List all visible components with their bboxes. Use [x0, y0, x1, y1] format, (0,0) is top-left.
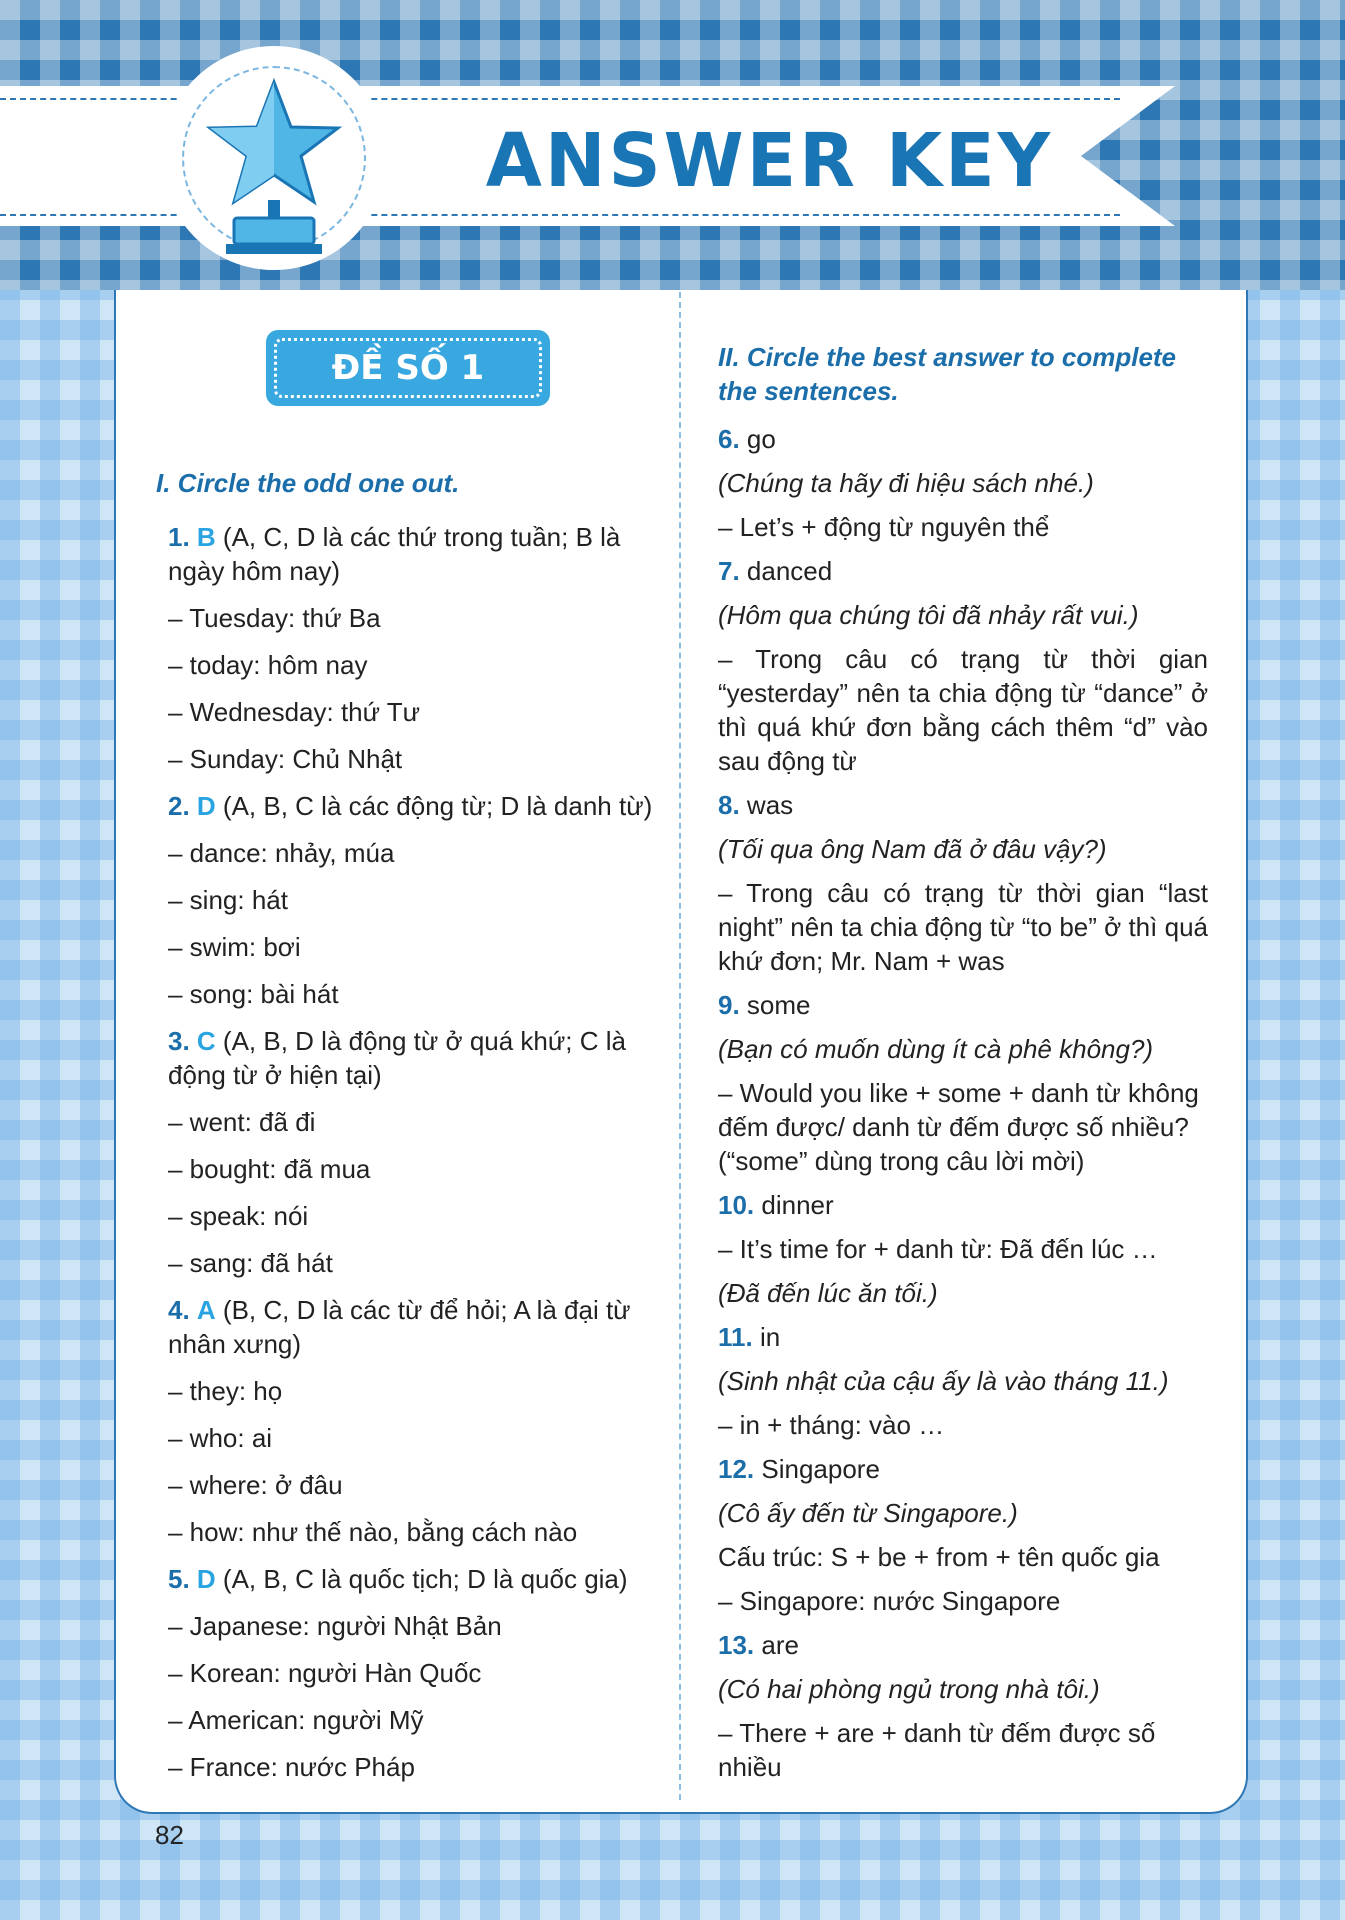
vocab-line: – Sunday: Chủ Nhật — [168, 744, 403, 774]
answer-word: danced — [739, 556, 833, 586]
vocab-line: – where: ở đâu — [168, 1470, 343, 1500]
answer-letter: D — [196, 791, 216, 821]
page-number: 82 — [155, 1820, 184, 1850]
answer-number: 5. — [168, 1564, 190, 1594]
answer-item — [718, 988, 1208, 1022]
answer-number: 9. — [718, 990, 740, 1020]
answer-letter: D — [196, 1564, 216, 1594]
translation: (Đã đến lúc ăn tối.) — [718, 1278, 938, 1308]
vocab-line: – Korean: người Hàn Quốc — [168, 1658, 482, 1688]
vocab-line: – who: ai — [168, 1423, 273, 1453]
answer-item — [718, 554, 1208, 588]
translation: (Bạn có muốn dùng ít cà phê không?) — [718, 1034, 1154, 1064]
test-number-tag — [266, 330, 550, 406]
answer-number: 4. — [168, 1295, 190, 1325]
answer-number: 8. — [718, 790, 740, 820]
answer-explanation: (A, B, C là quốc tịch; D là quốc gia) — [215, 1564, 628, 1594]
vocab-line: – Tuesday: thứ Ba — [168, 603, 381, 633]
vocab-line: – song: bài hát — [168, 979, 339, 1009]
answer-number: 10. — [718, 1190, 755, 1220]
answer-item — [168, 789, 656, 823]
answer-letter: C — [196, 1026, 216, 1056]
answer-word: go — [739, 424, 776, 454]
answer-word: in — [752, 1322, 781, 1352]
grammar-note: – It’s time for + danh từ: Đã đến lúc … — [718, 1234, 1158, 1264]
vocab-line: – American: người Mỹ — [168, 1705, 424, 1735]
star-trophy-icon — [168, 52, 380, 264]
translation: (Sinh nhật của cậu ấy là vào tháng 11.) — [718, 1366, 1169, 1396]
answer-explanation: (A, B, C là các động từ; D là danh từ) — [215, 791, 653, 821]
vocab-line: – dance: nhảy, múa — [168, 838, 395, 868]
tag-label: ĐỀ SỐ 1 — [331, 348, 485, 388]
grammar-note: – Let’s + động từ nguyên thể — [718, 512, 1050, 542]
answer-item — [718, 788, 1208, 822]
grammar-note: – Singapore: nước Singapore — [718, 1586, 1061, 1616]
answer-item — [168, 520, 656, 588]
answer-word: are — [754, 1630, 799, 1660]
translation: (Có hai phòng ngủ trong nhà tôi.) — [718, 1674, 1100, 1704]
section-title-1: I. Circle the odd one out. — [156, 468, 460, 498]
vocab-line: – speak: nói — [168, 1201, 309, 1231]
answer-explanation: (B, C, D là các từ để hỏi; A là đại từ nhân xưng) — [168, 1295, 631, 1359]
vocab-line: – went: đã đi — [168, 1107, 316, 1137]
answer-item — [718, 1452, 1208, 1486]
vocab-line: – France: nước Pháp — [168, 1752, 415, 1782]
answer-item — [168, 1293, 656, 1361]
grammar-note: – in + tháng: vào … — [718, 1410, 945, 1440]
translation: (Tối qua ông Nam đã ở đâu vậy?) — [718, 834, 1107, 864]
answer-word: dinner — [754, 1190, 834, 1220]
grammar-note: Cấu trúc: S + be + from + tên quốc gia — [718, 1542, 1160, 1572]
vocab-line: – they: họ — [168, 1376, 283, 1406]
answer-item — [718, 422, 1208, 456]
grammar-note: – Would you like + some + danh từ không đếm được/ danh từ đếm được số nhiều? (“some” dùng trong câu lời mời) — [718, 1078, 1199, 1176]
answer-number: 13. — [718, 1630, 755, 1660]
vocab-line: – how: như thế nào, bằng cách nào — [168, 1517, 578, 1547]
vocab-line: – Japanese: người Nhật Bản — [168, 1611, 502, 1641]
answer-explanation: (A, B, D là động từ ở quá khứ; C là động từ ở hiện tại) — [168, 1026, 626, 1090]
answer-item — [718, 1188, 1208, 1222]
answer-number: 7. — [718, 556, 740, 586]
answer-explanation: (A, C, D là các thứ trong tuần; B là ngày hôm nay) — [168, 522, 621, 586]
answer-item — [168, 1024, 656, 1092]
vocab-line: – today: hôm nay — [168, 650, 368, 680]
vocab-line: – Wednesday: thứ Tư — [168, 697, 421, 727]
right-column — [718, 340, 1208, 1794]
answer-number: 2. — [168, 791, 190, 821]
translation: (Cô ấy đến từ Singapore.) — [718, 1498, 1018, 1528]
translation: (Hôm qua chúng tôi đã nhảy rất vui.) — [718, 600, 1139, 630]
grammar-note: – There + are + danh từ đếm được số nhiều — [718, 1718, 1156, 1782]
vocab-line: – sang: đã hát — [168, 1248, 333, 1278]
answer-letter: A — [196, 1295, 216, 1325]
left-column — [156, 330, 656, 1797]
answer-number: 1. — [168, 522, 190, 552]
answer-word: Singapore — [754, 1454, 880, 1484]
answer-item — [718, 1628, 1208, 1662]
answer-letter: B — [196, 522, 216, 552]
answer-item — [718, 1320, 1208, 1354]
answer-number: 11. — [718, 1322, 753, 1352]
answer-number: 3. — [168, 1026, 190, 1056]
answer-word: some — [739, 990, 811, 1020]
grammar-note: – Trong câu có trạng từ thời gian “yesterday” nên ta chia động từ “dance” ở thì quá khứ đơn bằng cách thêm “d” vào sau động từ — [718, 644, 1208, 776]
page-title: ANSWER KEY — [485, 118, 1054, 204]
section-title-2: II. Circle the best answer to complete the sentences. — [718, 342, 1177, 406]
trophy-badge — [168, 52, 380, 264]
column-divider — [679, 292, 681, 1800]
vocab-line: – sing: hát — [168, 885, 288, 915]
translation: (Chúng ta hãy đi hiệu sách nhé.) — [718, 468, 1094, 498]
answer-number: 12. — [718, 1454, 755, 1484]
answer-number: 6. — [718, 424, 740, 454]
vocab-line: – swim: bơi — [168, 932, 301, 962]
answer-word: was — [739, 790, 794, 820]
answer-item — [168, 1562, 656, 1596]
grammar-note: – Trong câu có trạng từ thời gian “last night” nên ta chia động từ “to be” ở thì quá khứ đơn; Mr. Nam + was — [718, 878, 1208, 976]
vocab-line: – bought: đã mua — [168, 1154, 371, 1184]
